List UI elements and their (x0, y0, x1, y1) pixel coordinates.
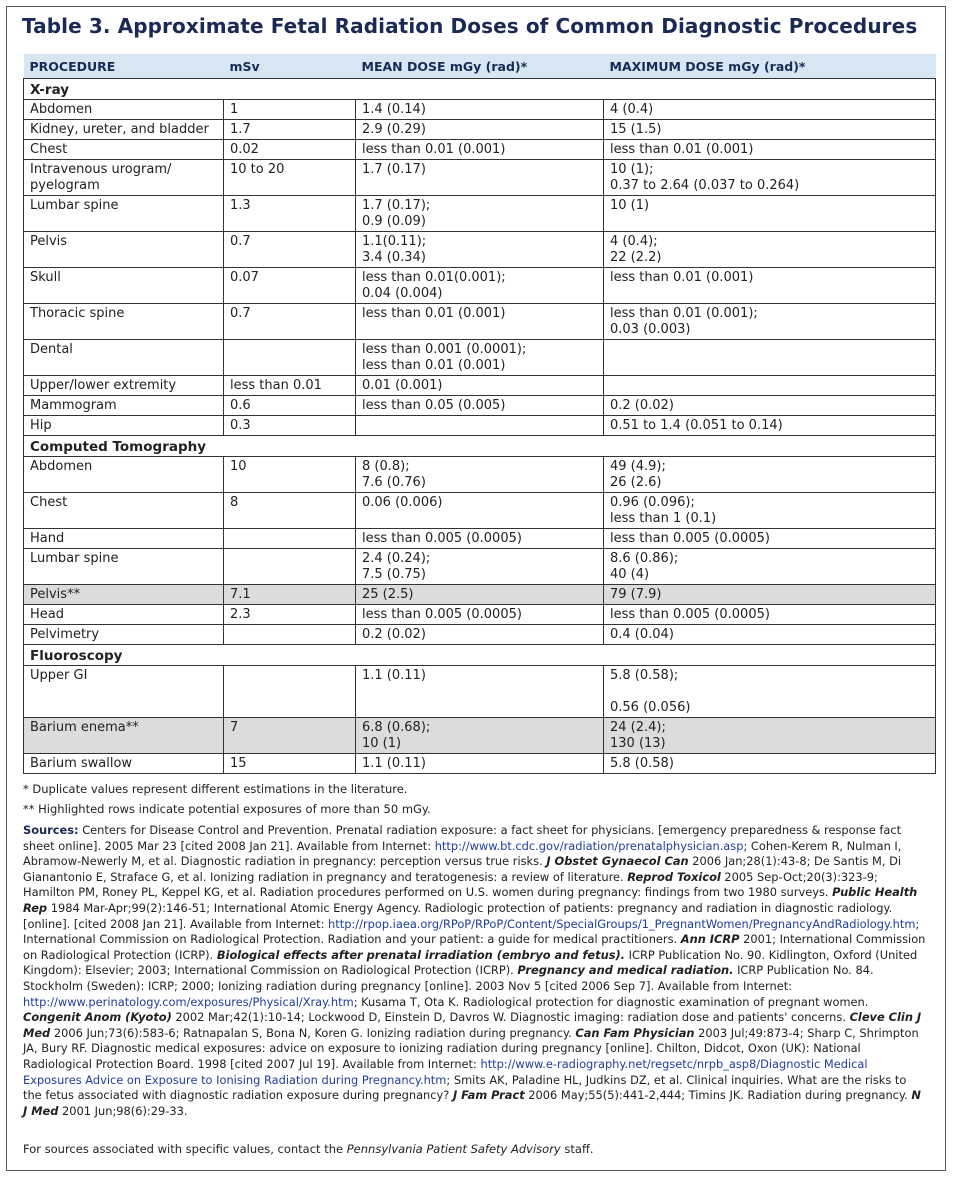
maximum-dose-cell: 8.6 (0.86); 40 (4) (604, 549, 936, 585)
mean-dose-cell: less than 0.01(0.001); 0.04 (0.004) (356, 268, 604, 304)
procedure-cell: Lumbar spine (24, 196, 224, 232)
msv-cell: 15 (224, 754, 356, 774)
source-journal-title: Public Health Rep (23, 885, 918, 915)
contact-publication-name: Pennsylvania Patient Safety Advisory (346, 1142, 561, 1156)
msv-cell: less than 0.01 (224, 376, 356, 396)
mean-dose-cell: 2.9 (0.29) (356, 120, 604, 140)
mean-dose-cell: less than 0.005 (0.0005) (356, 529, 604, 549)
mean-dose-cell: 1.1(0.11); 3.4 (0.34) (356, 232, 604, 268)
maximum-dose-cell: 15 (1.5) (604, 120, 936, 140)
sources-label: Sources: (23, 823, 79, 837)
table-row (24, 232, 936, 268)
procedure-cell: Head (24, 605, 224, 625)
maximum-dose-cell: 4 (0.4); 22 (2.2) (604, 232, 936, 268)
mean-dose-cell: 6.8 (0.68); 10 (1) (356, 718, 604, 754)
source-citation-text: 2006 Jan;28(1):43-8; De Santis M, Di Gianantonio E, Straface G, et al. Ionizing radiation in pregnancy and teratogenesis: a review of literature. (23, 854, 902, 884)
procedure-cell: Intravenous urogram/ pyelogram (24, 160, 224, 196)
table-row (24, 120, 936, 140)
table-row (24, 549, 936, 585)
maximum-dose-cell: 10 (1) (604, 196, 936, 232)
msv-cell: 0.7 (224, 304, 356, 340)
msv-cell: 0.7 (224, 232, 356, 268)
procedure-cell: Skull (24, 268, 224, 304)
maximum-dose-cell: less than 0.01 (0.001) (604, 140, 936, 160)
procedure-cell: Upper GI (24, 666, 224, 718)
procedure-cell: Pelvis (24, 232, 224, 268)
source-citation-text: 2006 May;55(5):441-2,444; Timins JK. Radiation during pregnancy. (524, 1088, 912, 1103)
msv-cell (224, 529, 356, 549)
source-citation-text: 2001 Jun;98(6):29-33. (58, 1103, 188, 1118)
table-row (24, 493, 936, 529)
maximum-dose-cell: 4 (0.4) (604, 100, 936, 120)
mean-dose-cell: less than 0.01 (0.001) (356, 304, 604, 340)
source-url-link[interactable]: http://www.perinatology.com/exposures/Physical/Xray.htm (23, 994, 354, 1009)
maximum-dose-cell: less than 0.005 (0.0005) (604, 605, 936, 625)
procedure-cell: Lumbar spine (24, 549, 224, 585)
msv-cell: 0.07 (224, 268, 356, 304)
maximum-dose-cell: 79 (7.9) (604, 585, 936, 605)
procedure-cell: Hip (24, 416, 224, 436)
msv-cell (224, 666, 356, 718)
source-journal-title: Can Fam Physician (575, 1025, 695, 1040)
source-citation-text: 2005 Sep-Oct;20(3):323-9; Hamilton PM, Roney PL, Keppel KG, et al. Radiation procedures performed on U.S. women during pregnancy: findings from two 1980 surveys. (23, 869, 878, 900)
table-row (24, 605, 936, 625)
source-citation-text: Centers for Disease Control and Prevention. Prenatal radiation exposure: a fact sheet for physicians. [emergency preparedness & response fact sheet online]. 2005 Mar 23 [cited 2008 Jan 21]. Available from Internet: (23, 823, 902, 853)
maximum-dose-cell: less than 0.01 (0.001) (604, 268, 936, 304)
source-citation-text: ; Kusama T, Ota K. Radiological protection for diagnostic examination of pregnant women. (353, 994, 869, 1009)
mean-dose-cell: 1.7 (0.17); 0.9 (0.09) (356, 196, 604, 232)
maximum-dose-cell: less than 0.01 (0.001); 0.03 (0.003) (604, 304, 936, 340)
msv-cell: 0.02 (224, 140, 356, 160)
table-row (24, 457, 936, 493)
section-heading: Fluoroscopy (24, 645, 936, 666)
procedure-cell: Pelvimetry (24, 625, 224, 645)
mean-dose-cell: 8 (0.8); 7.6 (0.76) (356, 457, 604, 493)
table-row (24, 754, 936, 774)
source-citation-text: ; Smits AK, Paladine HL, Judkins DZ, et al. Clinical inquiries. What are the risks to the fetus associated with diagnostic radiation exposure during pregnancy? (23, 1072, 907, 1103)
mean-dose-cell: 2.4 (0.24); 7.5 (0.75) (356, 549, 604, 585)
table-row (24, 718, 936, 754)
maximum-dose-cell: 0.4 (0.04) (604, 625, 936, 645)
msv-cell (224, 625, 356, 645)
source-citation-text: 2002 Mar;42(1):10-14; Lockwood D, Einstein D, Davros W. Diagnostic imaging: radiation dose and patients' concerns. (171, 1010, 850, 1025)
table-row (24, 100, 936, 120)
source-citation-text: 2003 Jul;49:873-4; Sharp C, Shrimpton JA, Bury RF. Diagnostic medical exposures: advice on exposure to ionizing radiation during pregnancy [online]. Chilton, Didcot, Oxon (UK): National Radiological Protection Board. 1998 [cited 2007 Jul 19]. Available from Internet: (23, 1025, 919, 1071)
table-title: Table 3. Approximate Fetal Radiation Doses of Common Diagnostic Procedures (22, 14, 918, 38)
procedure-cell: Thoracic spine (24, 304, 224, 340)
procedure-cell: Dental (24, 340, 224, 376)
header-maximum-dose: MAXIMUM DOSE mGy (rad)* (604, 54, 936, 79)
section-heading: Computed Tomography (24, 436, 936, 457)
msv-cell: 0.6 (224, 396, 356, 416)
msv-cell: 10 (224, 457, 356, 493)
source-journal-title: Congenit Anom (Kyoto) (23, 1010, 172, 1025)
procedure-cell: Abdomen (24, 457, 224, 493)
section-row (24, 79, 936, 100)
footnote-duplicate-values: * Duplicate values represent different estimations in the literature. (23, 782, 408, 796)
msv-cell (224, 549, 356, 585)
contact-text-before: For sources associated with specific values, contact the (23, 1142, 347, 1156)
table-row (24, 376, 936, 396)
maximum-dose-cell: 10 (1); 0.37 to 2.64 (0.037 to 0.264) (604, 160, 936, 196)
source-journal-title: Cleve Clin J Med (23, 1010, 922, 1040)
source-url-link[interactable]: http://www.e-radiography.net/regsetc/nrpb_asp8/Diagnostic Medical Exposures Advice on Exposure to Ionising Radiation during Pregnancy.htm (23, 1056, 868, 1087)
header-msv: mSv (224, 54, 356, 79)
source-citation-text: ICRP Publication No. 84. Stockholm (Sweden): ICRP; 2000; Ionizing radiation during pregnancy [online]. 2003 Nov 5 [cited 2006 Sep 7]. Available from Internet: (23, 963, 874, 993)
procedure-cell: Kidney, ureter, and bladder (24, 120, 224, 140)
source-journal-title: Biological effects after prenatal irradiation (embryo and fetus). (216, 947, 626, 962)
mean-dose-cell: 1.1 (0.11) (356, 754, 604, 774)
maximum-dose-cell (604, 340, 936, 376)
source-journal-title: J Obstet Gynaecol Can (546, 854, 689, 869)
maximum-dose-cell: 49 (4.9); 26 (2.6) (604, 457, 936, 493)
table-row (24, 396, 936, 416)
table-row (24, 140, 936, 160)
mean-dose-cell: 1.1 (0.11) (356, 666, 604, 718)
table-row (24, 268, 936, 304)
procedure-cell: Barium swallow (24, 754, 224, 774)
maximum-dose-cell: 0.96 (0.096); less than 1 (0.1) (604, 493, 936, 529)
table-body (24, 79, 936, 774)
procedure-cell: Hand (24, 529, 224, 549)
procedure-cell: Mammogram (24, 396, 224, 416)
source-url-link[interactable]: http://rpop.iaea.org/RPoP/RPoP/Content/SpecialGroups/1_PregnantWomen/PregnancyAndRadiology.htm (328, 916, 916, 931)
msv-cell: 10 to 20 (224, 160, 356, 196)
procedure-cell: Pelvis** (24, 585, 224, 605)
source-citation-text: ; International Commission on Radiological Protection. Radiation and your patient: a guide for medical practitioners. (23, 916, 920, 947)
source-journal-title: Reprod Toxicol (627, 869, 721, 884)
mean-dose-cell: less than 0.005 (0.0005) (356, 605, 604, 625)
source-citation-text: ICRP Publication No. 90. Kidlington, Oxford (United Kingdom): Elsevier; 2003; International Commission on Radiological Protection (ICRP). (23, 947, 918, 978)
msv-cell: 7.1 (224, 585, 356, 605)
msv-cell: 7 (224, 718, 356, 754)
footnotes (23, 781, 928, 821)
dose-table (23, 54, 936, 774)
source-url-link[interactable]: http://www.bt.cdc.gov/radiation/prenatalphysician.asp (434, 838, 744, 853)
msv-cell: 0.3 (224, 416, 356, 436)
section-row (24, 436, 936, 457)
maximum-dose-cell: 0.51 to 1.4 (0.051 to 0.14) (604, 416, 936, 436)
table-row (24, 666, 936, 718)
table-header-row (24, 54, 936, 79)
msv-cell: 8 (224, 493, 356, 529)
source-citation-text: ; Cohen-Kerem R, Nulman I, Abramow-Newerly M, et al. Diagnostic radiation in pregnancy: perception versus true risks. (23, 838, 902, 869)
msv-cell: 1 (224, 100, 356, 120)
contact-note (23, 1142, 928, 1156)
source-journal-title: J Fam Pract (452, 1088, 525, 1103)
section-heading: X-ray (24, 79, 936, 100)
table-row (24, 160, 936, 196)
mean-dose-cell: 1.4 (0.14) (356, 100, 604, 120)
table-row (24, 625, 936, 645)
source-journal-title: Pregnancy and medical radiation. (517, 963, 734, 978)
table-row (24, 529, 936, 549)
sources-paragraph (23, 823, 928, 1119)
header-procedure: PROCEDURE (24, 54, 224, 79)
source-citation-text: 2001; International Commission on Radiological Protection (ICRP). (23, 932, 926, 962)
mean-dose-cell: 25 (2.5) (356, 585, 604, 605)
mean-dose-cell: 0.01 (0.001) (356, 376, 604, 396)
contact-text-after: staff. (560, 1142, 594, 1156)
section-row (24, 645, 936, 666)
mean-dose-cell: less than 0.05 (0.005) (356, 396, 604, 416)
table-row (24, 196, 936, 232)
mean-dose-cell: 0.2 (0.02) (356, 625, 604, 645)
source-citation-text: 2006 Jun;73(6):583-6; Ratnapalan S, Bona N, Koren G. Ionizing radiation during pregnancy. (50, 1025, 576, 1040)
maximum-dose-cell (604, 376, 936, 396)
maximum-dose-cell: 5.8 (0.58) (604, 754, 936, 774)
procedure-cell: Chest (24, 493, 224, 529)
table-row (24, 585, 936, 605)
mean-dose-cell: less than 0.01 (0.001) (356, 140, 604, 160)
source-citation-text: 1984 Mar-Apr;99(2):146-51; International Atomic Energy Agency. Radiologic protection of patients: pregnancy and radiation in diagnostic radiology. [online]. [cited 2008 Jan 21]. Available from Internet: (23, 900, 893, 931)
header-mean-dose: MEAN DOSE mGy (rad)* (356, 54, 604, 79)
mean-dose-cell (356, 416, 604, 436)
msv-cell: 2.3 (224, 605, 356, 625)
procedure-cell: Abdomen (24, 100, 224, 120)
footnote-highlighted-rows: ** Highlighted rows indicate potential exposures of more than 50 mGy. (23, 802, 431, 816)
maximum-dose-cell: less than 0.005 (0.0005) (604, 529, 936, 549)
maximum-dose-cell: 5.8 (0.58); 0.56 (0.056) (604, 666, 936, 718)
mean-dose-cell: 0.06 (0.006) (356, 493, 604, 529)
table-row (24, 340, 936, 376)
maximum-dose-cell: 24 (2.4); 130 (13) (604, 718, 936, 754)
table-row (24, 416, 936, 436)
source-journal-title: N J Med (23, 1088, 921, 1118)
msv-cell: 1.3 (224, 196, 356, 232)
maximum-dose-cell: 0.2 (0.02) (604, 396, 936, 416)
source-journal-title: Ann ICRP (680, 932, 740, 947)
mean-dose-cell: 1.7 (0.17) (356, 160, 604, 196)
msv-cell: 1.7 (224, 120, 356, 140)
procedure-cell: Barium enema** (24, 718, 224, 754)
mean-dose-cell: less than 0.001 (0.0001); less than 0.01 (0.001) (356, 340, 604, 376)
procedure-cell: Chest (24, 140, 224, 160)
msv-cell (224, 340, 356, 376)
procedure-cell: Upper/lower extremity (24, 376, 224, 396)
table-row (24, 304, 936, 340)
